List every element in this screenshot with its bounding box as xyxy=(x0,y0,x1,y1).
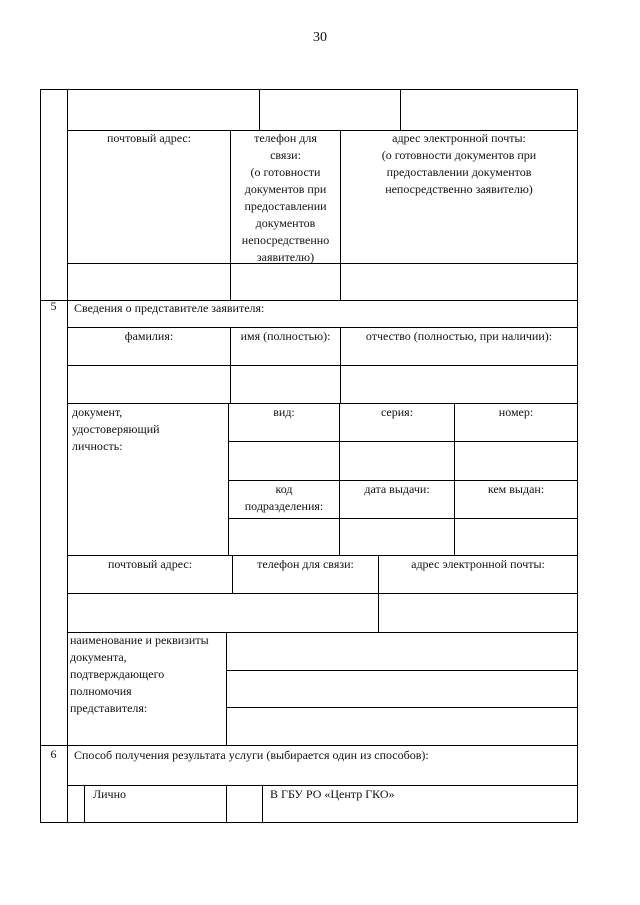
option-personal-label: Лично xyxy=(93,787,127,801)
phone-label: телефон для связи: (о готовности документов при предоставлении документов непосредственно заявителю) xyxy=(241,131,330,264)
divider xyxy=(339,403,340,555)
rep-email-label: адрес электронной почты: xyxy=(411,557,545,571)
issued-by-label: кем выдан: xyxy=(487,482,545,496)
divider xyxy=(259,89,260,130)
series-label: серия: xyxy=(380,405,414,419)
divider xyxy=(40,745,578,746)
division-code-label: код подразделения: xyxy=(244,482,324,513)
table-border-bottom xyxy=(40,822,578,823)
surname-label: фамилия: xyxy=(124,329,174,343)
page-number: 30 xyxy=(313,30,327,45)
divider xyxy=(226,670,578,671)
email-label: адрес электронной почты: (о готовности документов при предоставлении документов непосредственно заявителю) xyxy=(381,131,537,196)
divider xyxy=(226,707,578,708)
id-document-label: документ, удостоверяющий личность: xyxy=(72,405,160,453)
section-6-title: Способ получения результата услуги (выбирается один из способов): xyxy=(74,748,429,762)
postal-address-label: почтовый адрес: xyxy=(106,131,192,145)
divider xyxy=(226,785,227,823)
divider xyxy=(228,403,229,555)
divider xyxy=(226,632,227,745)
kind-label: вид: xyxy=(273,405,295,419)
divider xyxy=(262,785,263,823)
option-center-label: В ГБУ РО «Центр ГКО» xyxy=(270,787,395,801)
divider xyxy=(67,365,578,366)
divider xyxy=(84,785,85,823)
divider xyxy=(228,518,578,519)
section-5-title: Сведения о представителе заявителя: xyxy=(74,301,265,315)
issue-date-label: дата выдачи: xyxy=(364,482,430,496)
divider xyxy=(228,441,578,442)
divider xyxy=(454,403,455,555)
divider xyxy=(400,89,401,130)
section-6-number: 6 xyxy=(50,747,57,761)
authority-document-label: наименование и реквизиты документа, подтверждающего полномочия представителя: xyxy=(70,633,209,715)
rep-postal-address-label: почтовый адрес: xyxy=(107,557,193,571)
table-border-top xyxy=(40,89,578,90)
table-border-left xyxy=(40,89,41,823)
rep-phone-label: телефон для связи: xyxy=(257,557,354,571)
name-label: имя (полностью): xyxy=(240,329,331,343)
divider xyxy=(67,593,578,594)
number-column-divider xyxy=(67,89,68,823)
section-5-number: 5 xyxy=(50,299,57,313)
number-label: номер: xyxy=(498,405,534,419)
table-border-right xyxy=(577,89,578,823)
patronymic-label: отчество (полностью, при наличии): xyxy=(365,329,553,343)
